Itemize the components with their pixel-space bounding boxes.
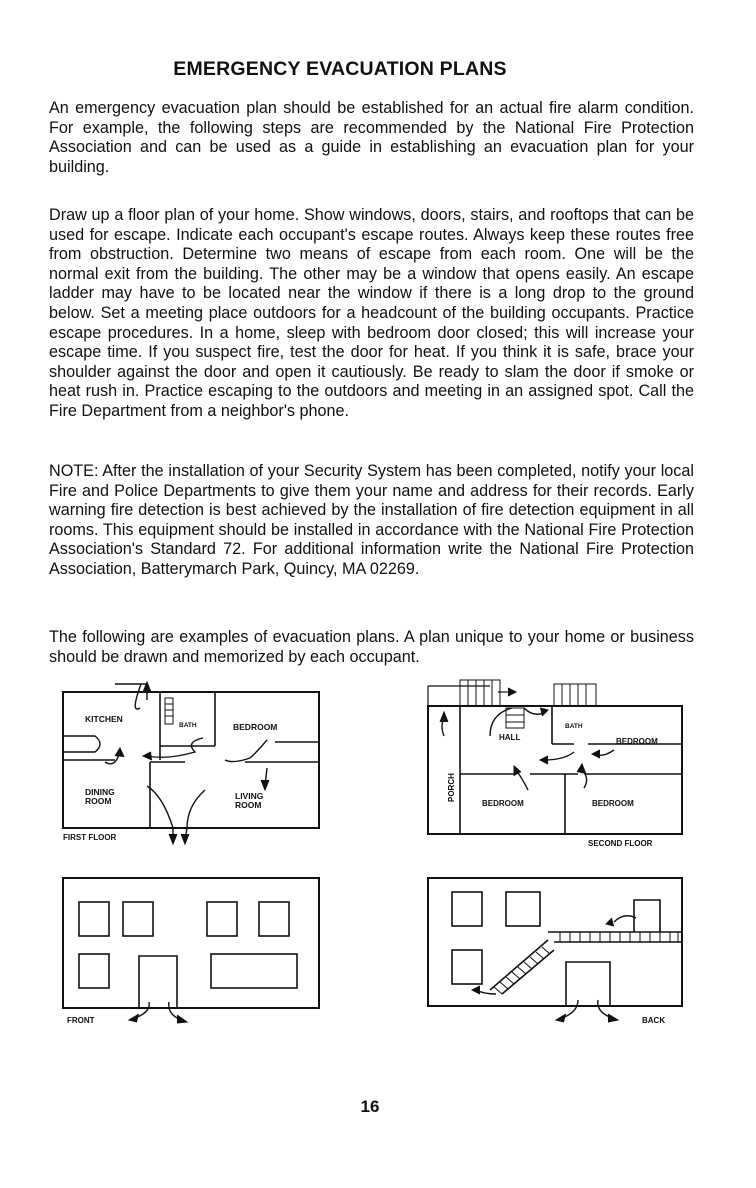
back-elevation xyxy=(420,870,690,1035)
page-title: EMERGENCY EVACUATION PLANS xyxy=(173,58,507,80)
first-floor-caption: FIRST FLOOR xyxy=(63,833,117,842)
kitchen-label: KITCHEN xyxy=(85,714,123,724)
bedroom-bottom-right-label: BEDROOM xyxy=(592,799,634,808)
living-label: LIVING xyxy=(235,791,264,801)
second-floor-caption: SECOND FLOOR xyxy=(588,839,653,848)
note-paragraph: NOTE: After the installation of your Security System has been completed, notify your local Fire and Police Departments to give them your name and address for their records. Early warning fire detection is best achieved by the installation of fire detection equipment in all rooms. This equipment should be installed in accordance with the National Fire Protection Association's Standard 72. For additional information write the National Fire Protection Association, Batterymarch Park, Quincy, MA 02269. xyxy=(49,462,694,578)
hall-label: HALL xyxy=(499,733,521,742)
examples-paragraph: The following are examples of evacuation plans. A plan unique to your home or business should be drawn and memorized by each occupant. xyxy=(49,628,694,666)
dining-label: DINING xyxy=(85,787,115,797)
page-number: 16 xyxy=(360,1097,380,1116)
bedroom-left-label: BEDROOM xyxy=(482,799,524,808)
bath-label: BATH xyxy=(179,722,197,729)
living-room-label: ROOM xyxy=(235,800,262,810)
front-caption: FRONT xyxy=(67,1016,95,1025)
second-floor-plan xyxy=(420,678,690,858)
bedroom-label: BEDROOM xyxy=(233,722,278,732)
back-caption: BACK xyxy=(642,1016,666,1025)
porch-label: PORCH xyxy=(447,773,456,802)
first-floor-plan xyxy=(55,678,330,858)
front-elevation xyxy=(55,870,330,1035)
floor-plan-paragraph: Draw up a floor plan of your home. Show windows, doors, stairs, and rooftops that can be used for escape. Indicate each occupant's escape routes. Always keep these routes free from obstruction. Determine two means of escape from each room. One will be the normal exit from the building. The other may be a window that opens easily. An escape ladder may have to be located near the window if there is a long drop to the ground below. Set a meeting place outdoors for a headcount of the building occupants. Practice escape procedures. In a home, sleep with bedroom door closed; this will increase your escape time. If you suspect fire, test the door for heat. If you think it is safe, brace your shoulder against the door and open it cautiously. Be ready to slam the door if smoke or heat rush in. Practice escaping to the outdoors and meeting in an assigned spot. Call the Fire Department from a neighbor's phone. xyxy=(49,206,694,420)
bedroom-right-label: BEDROOM xyxy=(616,737,658,746)
intro-paragraph: An emergency evacuation plan should be established for an actual fire alarm condition. For example, the following steps are recommended by the National Fire Protection Association and can be used as a guide in establishing an evacuation plan for your building. xyxy=(49,99,694,176)
bath-label: BATH xyxy=(565,723,583,730)
dining-room-label: ROOM xyxy=(85,796,112,806)
